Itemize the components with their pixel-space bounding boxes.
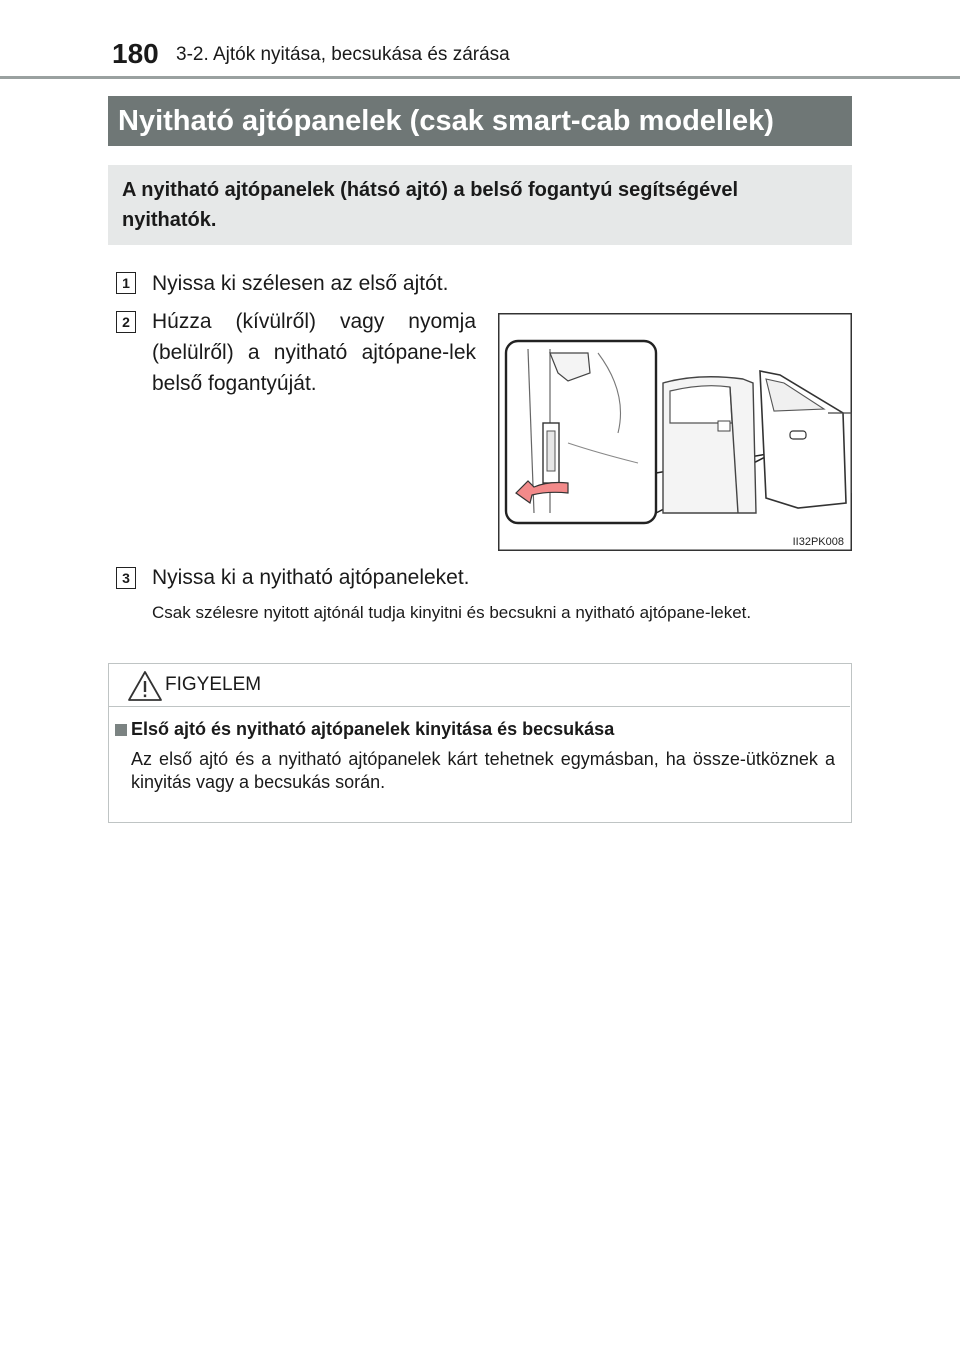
step-3-note: Csak szélesre nyitott ajtónál tudja kinyitni és becsukni a nyitható ajtópane-leket.: [152, 603, 752, 622]
step-2-number: 2: [116, 311, 136, 333]
warning-box: [108, 663, 852, 823]
warning-header: [109, 664, 850, 707]
door-illustration-svg: [498, 313, 852, 551]
square-bullet-icon: [115, 724, 127, 736]
page-header: [0, 0, 960, 80]
step-1-text: Nyissa ki szélesen az első ajtót.: [152, 272, 449, 295]
step-2-text: Húzza (kívülről) vagy nyomja (belülről) a nyitható ajtópane-lek belső fogantyúját.: [152, 310, 476, 395]
figure-code: II32PK008: [792, 536, 844, 548]
step-3-number: 3: [116, 567, 136, 589]
intro-box: A nyitható ajtópanelek (hátsó ajtó) a belső fogantyú segítségével nyithatók.: [108, 165, 852, 245]
warning-subheading: Első ajtó és nyitható ajtópanelek kinyitása és becsukása: [131, 719, 615, 739]
warning-triangle-icon: [127, 670, 163, 702]
section-label: 3-2. Ajtók nyitása, becsukása és zárása: [176, 44, 510, 65]
page-number: 180: [112, 38, 159, 69]
page-title: Nyitható ajtópanelek (csak smart-cab modellek): [108, 96, 852, 146]
step-3-text: Nyissa ki a nyitható ajtópaneleket.: [152, 566, 470, 589]
warning-title: FIGYELEM: [165, 674, 262, 695]
step-1-number: 1: [116, 272, 136, 294]
warning-body: Az első ajtó és a nyitható ajtópanelek kárt tehetnek egymásban, ha össze-ütköznek a kinyitás vagy a becsukás során.: [131, 749, 835, 792]
header-rule: [0, 76, 960, 79]
door-illustration: [498, 313, 852, 551]
